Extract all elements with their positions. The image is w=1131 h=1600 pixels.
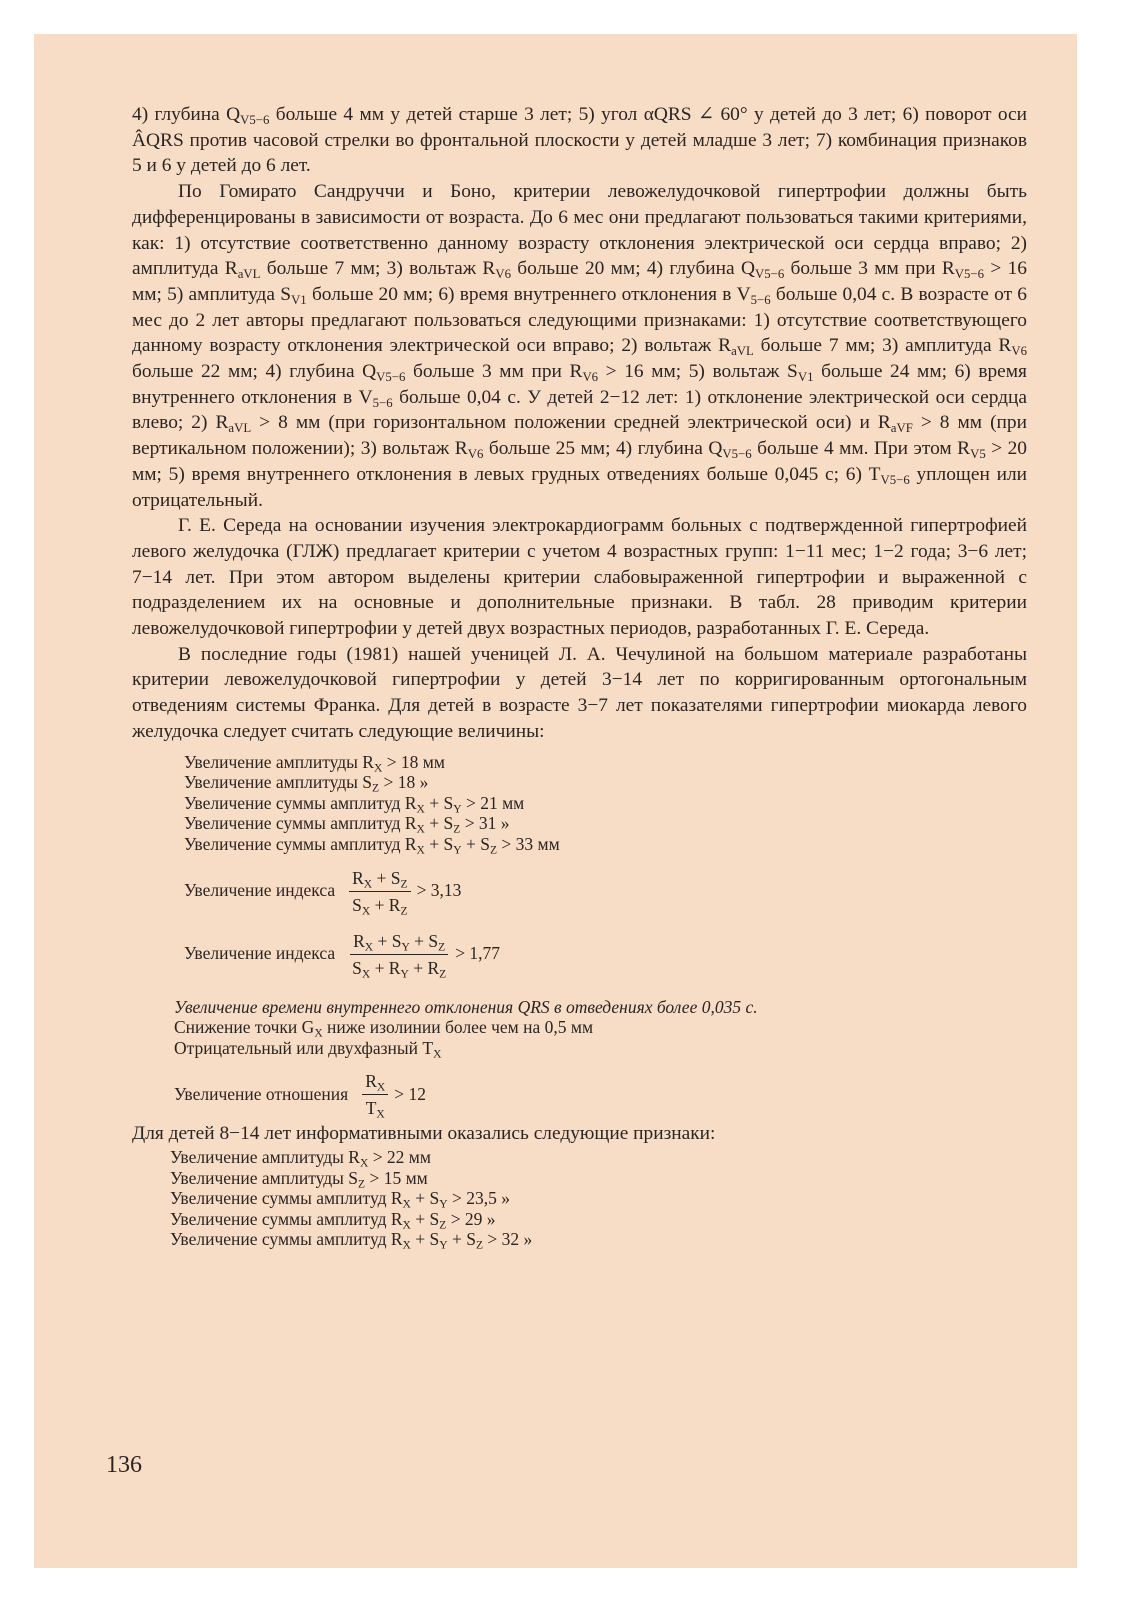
index-formula-2: Увеличение индекса $\frac{R_X + S_Y + S_Z}{S_X + R_Y + R_Z}$ > 1,77: [184, 928, 1027, 981]
list-item: Увеличение суммы амплитуд $R_X + S_Y > 23,5$ »: [170, 1188, 510, 1211]
book-page: [34, 34, 1077, 1568]
page-number: 136: [106, 1452, 142, 1478]
paragraph-3: Г. Е. Середа на основании изучения электрокардиограмм больных с подтвержденной гипертрофией левого желудочка (ГЛЖ) предлагает критерии с учетом 4 возрастных групп: 1−11 мес; 1−2 года; 3−6 лет; 7−14 лет. При этом автором выделены критерии слабовыраженной гипертрофии и выраженной с подразделением их на основные и дополнительные признаки. В табл. 28 приводим критерии левожелудочковой гипертрофии у детей двух возрастных периодов, разработанных Г. Е. Середа.: [132, 515, 1027, 640]
fraction: $\frac{R_X}{T_X}$: [362, 1068, 388, 1121]
paragraph-1: 4) глубина $Q_{V5-6}$ больше 4 мм у детей старше 3 лет; 5) угол αQRS ∠ 60° у детей до 3 лет; 6) поворот оси ÂQRS против часовой стрелки во фронтальной плоскости у детей младше 3 лет; 7) комбинация признаков 5 и 6 у детей до 6 лет.: [132, 104, 1028, 177]
list-item: Увеличение амплитуды $R_X > 22$ мм: [170, 1147, 431, 1170]
list-item: Увеличение амплитуды $S_Z > 18$ »: [184, 772, 429, 795]
criteria-list-3-7: [184, 752, 1027, 855]
list-item: Увеличение амплитуды $R_X > 18$ мм: [184, 751, 445, 775]
page-text: [132, 102, 1027, 1250]
criteria-list-extra: [174, 997, 1027, 1059]
paragraph-5: Для детей 8−14 лет информативными оказались следующие признаки:: [132, 1123, 716, 1145]
list-item: Увеличение суммы амплитуд $R_X + S_Y + S_Z > 32$ »: [170, 1229, 533, 1252]
criteria-list-8-14: [170, 1147, 1027, 1250]
list-item: Отрицательный или двухфазный $T_X$: [174, 1037, 442, 1061]
list-item: Увеличение суммы амплитуд $R_X + S_Y > 21$ мм: [184, 792, 525, 816]
fraction: $\frac{R_X + S_Z}{S_X + R_Z}$: [349, 865, 410, 918]
paragraph-2: По Гомирато Сандруччи и Боно, критерии левожелудочковой гипертрофии должны быть дифференцированы в зависимости от возраста. До 6 мес они предлагают пользоваться такими критериями, как: 1) отсутствие соответственно данному возрасту отклонения электрической оси сердца вправо; 2) амплитуда $R_{aVL}$ больше 7 мм; 3) вольтаж $R_{V6}$ больше 20 мм; 4) глубина $Q_{V5-6}$ больше 3 мм при $R_{V5-6} > 16$ мм; 5) амплитуда $S_{V1}$ больше 20 мм; 6) время внутреннего отклонения в $V_{5-6}$ больше 0,04 с. В возрасте от 6 мес до 2 лет авторы предлагают пользоваться следующими признаками: 1) отсутствие соответствующего данному возрасту отклонения электрической оси вправо; 2) вольтаж $R_{aVL}$ больше 7 мм; 3) амплитуда $R_{V6}$ больше 22 мм; 4) глубина $Q_{V5-6}$ больше 3 мм при $R_{V6} > 16$ мм; 5) вольтаж $S_{V1}$ больше 24 мм; 6) время внутреннего отклонения в $V_{5-6}$ больше 0,04 с. У детей 2−12 лет: 1) отклонение электрической оси сердца влево; 2) $R_{aVL} > 8$ мм (при горизонтальном положении средней электрической оси) и $R_{aVF} > 8$ мм (при вертикальном положении); 3) вольтаж $R_{V6}$ больше 25 мм; 4) глубина $Q_{V5-6}$ больше 4 мм. При этом $R_{V5} > 20$ мм; 5) время внутреннего отклонения в левых грудных отведениях больше 0,045 с; 6) $T_{V5-6}$ уплощен или отрицательный.: [132, 181, 1027, 511]
paragraph-4: В последние годы (1981) нашей ученицей Л. А. Чечулиной на большом материале разработаны критерии левожелудочковой гипертрофии у детей 3−14 лет по корригированным ортогональным отведениям системы Франка. Для детей в возрасте 3−7 лет показателями гипертрофии миокарда левого желудочка следует считать следующие величины:: [132, 643, 1027, 742]
list-item: Увеличение суммы амплитуд $R_X + S_Y + S_Z > 33$ мм: [184, 833, 560, 857]
ratio-formula: Увеличение отношения $\frac{R_X}{T_X}$ > 12: [174, 1068, 1027, 1121]
list-item: Увеличение суммы амплитуд $R_X + S_Z > 31$ »: [184, 813, 510, 836]
list-item: Увеличение амплитуды $S_Z > 15$ мм: [170, 1167, 428, 1191]
index-formula-1: Увеличение индекса $\frac{R_X + S_Z}{S_X + R_Z}$ > 3,13: [184, 865, 1027, 918]
list-item: Увеличение времени внутреннего отклонения QRS в отведениях более 0,035 с.: [174, 996, 758, 1017]
fraction: $\frac{R_X + S_Y + S_Z}{S_X + R_Y + R_Z}$: [349, 928, 449, 981]
list-item: Увеличение суммы амплитуд $R_X + S_Z > 29$ »: [170, 1208, 496, 1232]
list-item: Снижение точки $G_X$ ниже изолинии более чем на 0,5 мм: [174, 1017, 594, 1040]
